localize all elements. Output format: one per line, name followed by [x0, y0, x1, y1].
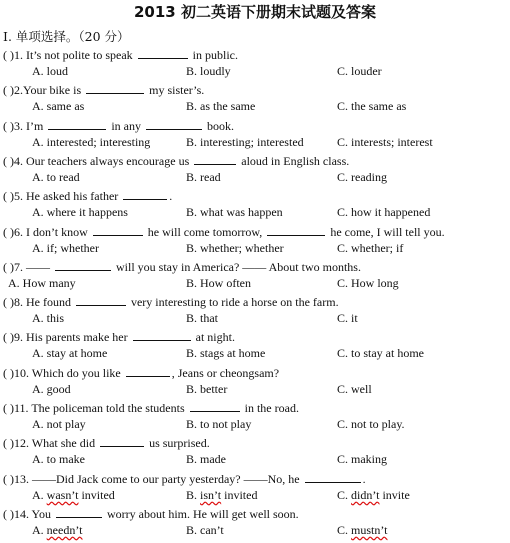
question-text: in public.	[189, 48, 238, 62]
option-c: C. making	[337, 452, 387, 467]
option-c: C. it	[337, 311, 358, 326]
question-text: will you stay in America? —— About two months.	[113, 259, 361, 274]
question-text: ( )6. I don’t know	[3, 224, 91, 239]
question-text: ( )14. You	[3, 506, 55, 521]
question-text: , Jeans or cheongsam?	[171, 365, 280, 380]
question-text: in the road.	[241, 401, 299, 415]
answer-blank	[56, 507, 102, 518]
question-text: ( )3. I’m	[3, 118, 47, 133]
question-text: ( )10. Which do you like	[3, 365, 124, 380]
question-text: ( )8. He found	[3, 295, 74, 310]
option-b: B. as the same	[186, 99, 256, 114]
question-text: in any	[108, 118, 144, 133]
options-row	[0, 382, 510, 398]
question-stem	[3, 119, 234, 134]
option-a: A. stay at home	[32, 346, 108, 361]
answer-blank	[76, 295, 126, 306]
option-c: C. louder	[337, 64, 382, 78]
option-a: A. interested; interesting	[32, 134, 151, 149]
option-c: C. not to play.	[337, 417, 405, 431]
question-stem	[3, 260, 361, 275]
question-text: ( )13. ——Did Jack come to our party yesterday? ——No, he	[3, 471, 303, 486]
option-b: B. whether; whether	[186, 240, 284, 255]
answer-blank	[133, 330, 191, 341]
option-b: B. How often	[186, 275, 251, 290]
option-b: B. made	[186, 452, 226, 467]
option-a: A. this	[32, 311, 65, 326]
question-text: ( )1. It’s not polite to speak	[3, 48, 136, 62]
question-text: ( )5. He asked his father	[3, 189, 122, 204]
question-item	[0, 366, 510, 402]
option-a: A. where it happens	[32, 205, 128, 220]
option-a: A. wasn’t invited	[32, 487, 115, 502]
question-text: ( )12. What she did	[3, 436, 99, 451]
options-row	[0, 170, 510, 186]
answer-blank	[126, 366, 170, 377]
answer-blank	[100, 436, 144, 447]
option-b: B. loudly	[186, 64, 231, 78]
page-title: 2013 初二英语下册期末试题及答案	[134, 3, 376, 21]
question-stem	[3, 330, 235, 345]
options-row	[0, 346, 510, 362]
question-text: ( )7. ——	[3, 259, 53, 274]
answer-blank	[55, 260, 111, 271]
question-stem	[3, 366, 279, 381]
question-text: ( )9. His parents make her	[3, 330, 131, 345]
question-text: .	[362, 471, 366, 486]
question-text: he will come tomorrow,	[144, 224, 266, 239]
option-b: B. isn’t invited	[186, 487, 258, 502]
question-item	[0, 472, 510, 508]
question-text: worry about him. He will get well soon.	[104, 506, 299, 521]
answer-blank	[86, 83, 144, 94]
options-row	[0, 99, 510, 115]
options-row	[0, 135, 510, 151]
option-b: B. to not play	[186, 417, 252, 431]
option-c: C. the same as	[337, 99, 407, 114]
option-c: C. didn’t invite	[337, 487, 410, 502]
option-a: A. How many	[8, 275, 76, 290]
answer-blank	[190, 401, 240, 412]
question-item	[0, 119, 510, 155]
option-c: C. to stay at home	[337, 346, 424, 361]
option-a: A. loud	[32, 64, 68, 78]
question-stem	[3, 507, 299, 522]
option-c: C. interests; interest	[337, 134, 433, 149]
option-a: A. same as	[32, 99, 85, 114]
options-row	[0, 523, 510, 539]
question-stem	[3, 295, 339, 310]
option-c: C. whether; if	[337, 240, 404, 255]
question-text: very interesting to ride a horse on the farm.	[127, 295, 339, 310]
question-stem	[3, 154, 349, 169]
question-text: .	[169, 189, 173, 204]
option-a: A. to make	[32, 452, 85, 467]
question-text: he come, I will tell you.	[327, 224, 445, 239]
options-row	[0, 276, 510, 292]
question-stem	[3, 436, 210, 451]
option-c: C. mustn’t	[337, 522, 388, 537]
answer-blank	[93, 225, 143, 236]
options-row	[0, 452, 510, 468]
question-item	[0, 436, 510, 472]
question-text: ( )2.Your bike is	[3, 83, 85, 98]
option-a: A. to read	[32, 169, 80, 184]
question-item	[0, 507, 510, 543]
question-text: at night.	[192, 330, 235, 345]
answer-blank	[194, 154, 236, 165]
option-b: B. stags at home	[186, 346, 266, 361]
options-row	[0, 205, 510, 221]
question-text: book.	[204, 118, 234, 133]
section-heading: Ⅰ. 单项选择。（20 分）	[3, 29, 130, 44]
question-text: aloud in English class.	[238, 153, 350, 168]
question-item	[0, 330, 510, 366]
question-text: my sister’s.	[146, 83, 205, 98]
question-stem	[3, 83, 204, 98]
option-b: B. what was happen	[186, 205, 283, 220]
question-stem	[3, 401, 299, 416]
option-c: C. reading	[337, 169, 387, 184]
options-row	[0, 241, 510, 257]
question-item	[0, 295, 510, 331]
option-a: A. needn’t	[32, 522, 83, 537]
option-b: B. read	[186, 169, 221, 184]
question-item	[0, 83, 510, 119]
option-b: B. interesting; interested	[186, 134, 304, 149]
question-item	[0, 154, 510, 190]
option-a: A. good	[32, 381, 71, 396]
option-a: A. not play	[32, 417, 86, 431]
question-item	[0, 189, 510, 225]
question-text: us surprised.	[146, 436, 210, 451]
question-item	[0, 260, 510, 296]
answer-blank	[146, 119, 202, 130]
option-a: A. if; whether	[32, 240, 99, 255]
option-b: B. that	[186, 311, 218, 326]
question-item	[0, 48, 510, 84]
options-row	[0, 417, 510, 433]
answer-blank	[267, 225, 325, 236]
question-stem	[3, 472, 366, 487]
question-text: ( )4. Our teachers always encourage us	[3, 153, 193, 168]
option-c: C. How long	[337, 275, 399, 290]
question-text: ( )11. The policeman told the students	[3, 401, 188, 415]
question-item	[0, 401, 510, 437]
option-c: C. how it happened	[337, 205, 431, 220]
answer-blank	[123, 189, 167, 200]
option-b: B. better	[186, 381, 228, 396]
question-stem	[3, 189, 172, 204]
question-item	[0, 225, 510, 261]
answer-blank	[48, 119, 106, 130]
answer-blank	[305, 472, 361, 483]
option-b: B. can’t	[186, 522, 224, 537]
options-row	[0, 311, 510, 327]
option-c: C. well	[337, 381, 372, 396]
question-stem	[3, 48, 238, 63]
options-row	[0, 488, 510, 504]
answer-blank	[138, 48, 188, 59]
options-row	[0, 64, 510, 80]
question-stem	[3, 225, 445, 240]
